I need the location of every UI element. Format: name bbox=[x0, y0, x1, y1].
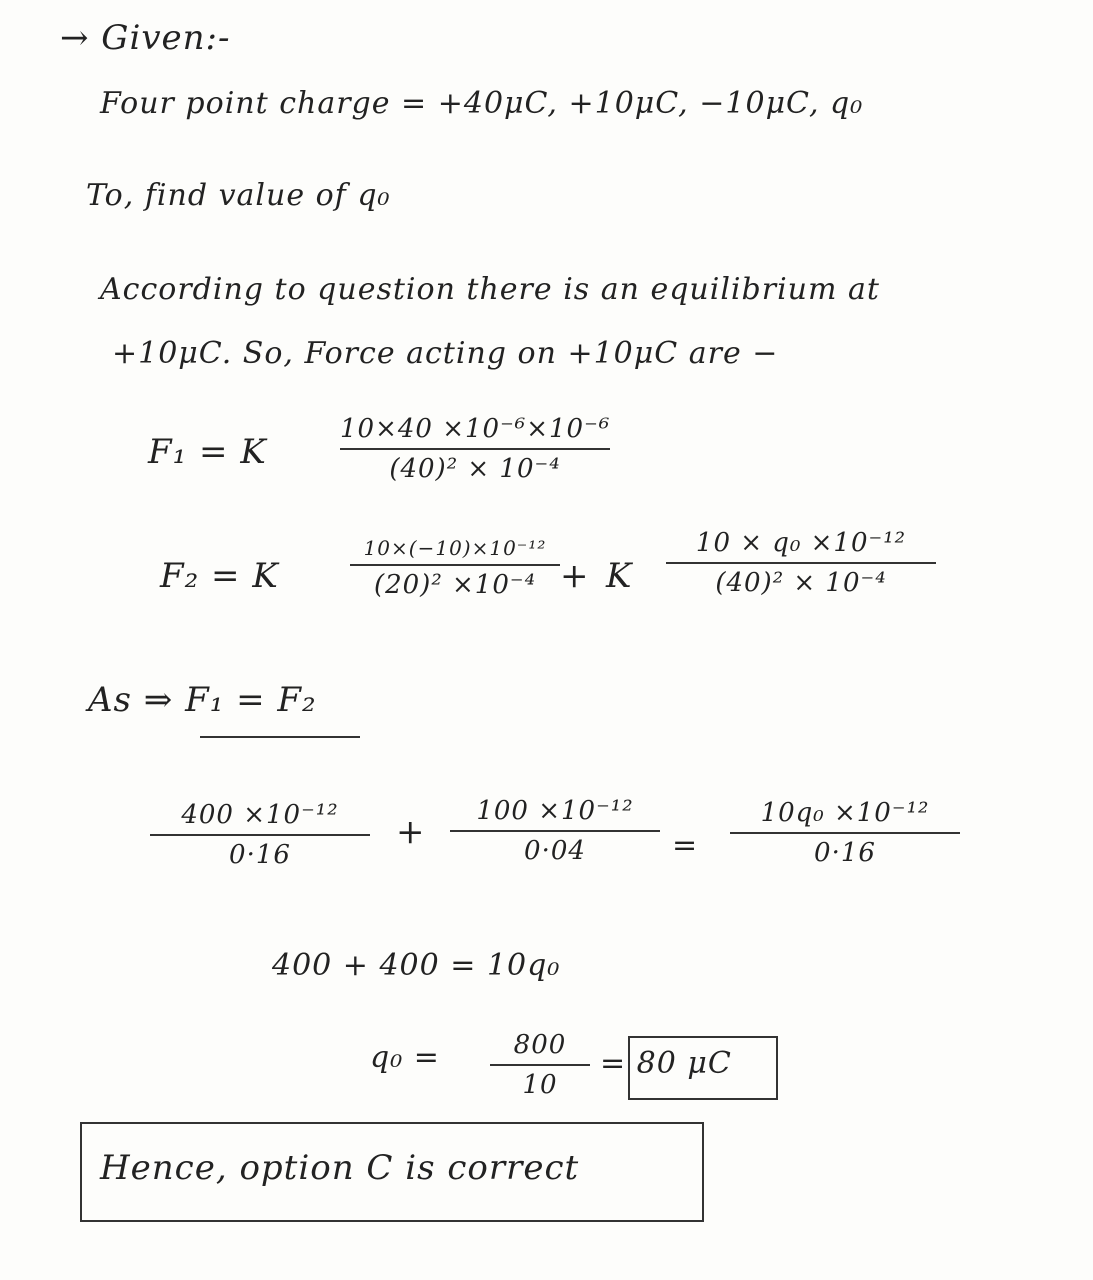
statement-line-1: According to question there is an equilibrium at bbox=[100, 272, 880, 307]
eq1-term-a bbox=[150, 800, 370, 870]
result-box bbox=[628, 1036, 778, 1100]
eq1-a-numerator: 400 ×10⁻¹² bbox=[181, 800, 339, 830]
eq3-result: = 80 μC bbox=[600, 1046, 732, 1081]
f2-plus: + bbox=[560, 556, 590, 596]
eq3-fraction bbox=[490, 1030, 590, 1100]
eq3-lhs: q₀ = bbox=[370, 1040, 440, 1075]
eq1-c-numerator: 10q₀ ×10⁻¹² bbox=[760, 798, 930, 828]
eq3-denominator: 10 bbox=[522, 1070, 558, 1100]
f2-term2-fraction bbox=[666, 528, 936, 598]
f2-k2: K bbox=[606, 556, 633, 596]
eq1-c-denominator: 0·16 bbox=[814, 838, 876, 868]
find-line: To, find value of q₀ bbox=[86, 178, 391, 213]
equality-underline bbox=[200, 736, 360, 738]
eq1-plus: + bbox=[396, 812, 426, 852]
f2-label: F₂ = K bbox=[160, 556, 279, 596]
eq1-equals: = bbox=[672, 828, 699, 863]
f2-term1-denominator: (20)² ×10⁻⁴ bbox=[373, 570, 537, 600]
given-charges-line: Four point charge = +40μC, +10μC, −10μC, q₀ bbox=[100, 86, 864, 121]
eq1-a-denominator: 0·16 bbox=[229, 840, 291, 870]
eq3-numerator: 800 bbox=[513, 1030, 567, 1060]
eq1-term-b bbox=[450, 796, 660, 866]
conclusion-text: Hence, option C is correct bbox=[100, 1148, 580, 1188]
f1-label: F₁ = K bbox=[148, 432, 267, 472]
eq2-line: 400 + 400 = 10q₀ bbox=[272, 948, 561, 983]
f1-denominator: (40)² × 10⁻⁴ bbox=[389, 454, 561, 484]
f2-term2-denominator: (40)² × 10⁻⁴ bbox=[715, 568, 887, 598]
equality-condition: As ⇒ F₁ = F₂ bbox=[88, 680, 317, 720]
given-heading: → Given:- bbox=[60, 18, 231, 58]
statement-line-2: +10μC. So, Force acting on +10μC are − bbox=[112, 336, 779, 371]
f1-numerator: 10×40 ×10⁻⁶×10⁻⁶ bbox=[340, 414, 611, 444]
f2-term1-fraction bbox=[350, 536, 560, 600]
f2-term1-numerator: 10×(−10)×10⁻¹² bbox=[363, 536, 547, 560]
eq1-b-numerator: 100 ×10⁻¹² bbox=[476, 796, 634, 826]
eq1-term-c bbox=[730, 798, 960, 868]
f2-term2-numerator: 10 × q₀ ×10⁻¹² bbox=[695, 528, 907, 558]
f1-fraction bbox=[340, 414, 610, 484]
eq1-b-denominator: 0·04 bbox=[524, 836, 586, 866]
